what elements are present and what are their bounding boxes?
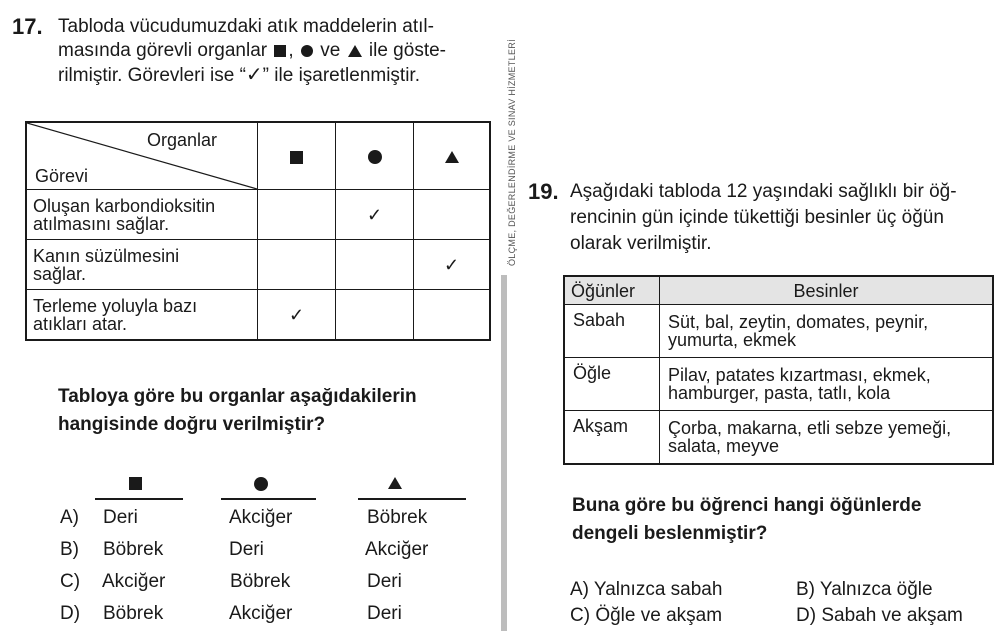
header-duty: Görevi [35,166,89,186]
question-17-line-1: Tabloda vücudumuzdaki atık maddelerin atıl- [58,16,434,37]
cell-circle [336,240,414,290]
header-triangle [414,122,491,190]
triangle-icon [388,477,402,489]
header-meals: Öğünler [564,276,660,305]
column-underline [221,498,316,500]
foods-cell: Pilav, patates kızartması, ekmek, hamburger, pasta, tatlı, kola [660,358,994,411]
table-row [564,305,993,358]
table-row [26,240,490,290]
option-b[interactable]: B) Yalnızca öğle [796,579,933,600]
row-label: Oluşan karbondioksitin atılmasını sağlar. [26,190,258,240]
header-circle [336,122,414,190]
checkmark-icon: ✓ [245,64,263,86]
question-17-line-2: masında görevli organlar , ve ile göste- [58,40,446,61]
circle-icon [254,477,268,491]
foods-cell: Süt, bal, zeytin, domates, peynir, yumurta, ekmek [660,305,994,358]
table-row [26,190,490,240]
column-underline [358,498,466,500]
table-row [564,358,993,411]
question-19-prompt: Buna göre bu öğrenci hangi öğünlerde dengeli beslenmiştir? [572,495,922,544]
checkmark-icon: ✓ [258,290,336,341]
question-17-line-3: rilmiştir. Görevleri ise “✓” ile işaretlenmiştir. [58,64,420,86]
square-icon [129,477,142,490]
table-header-diagonal-cell [26,122,258,190]
square-icon [274,45,286,57]
option-a[interactable]: A) Yalnızca sabah [570,579,723,600]
meal-cell: Akşam [564,411,660,465]
cell-triangle [414,290,491,341]
circle-icon [301,45,313,57]
table-row [564,411,993,465]
square-icon [290,151,303,164]
cell-square [258,190,336,240]
header-organs: Organlar [146,130,217,150]
question-19-number: 19. [528,179,559,204]
checkmark-icon: ✓ [414,240,491,290]
triangle-icon [348,45,362,57]
cell-circle [336,290,414,341]
question-17-prompt: Tabloya göre bu organlar aşağıdakilerin hangisinde doğru verilmiştir? [58,386,417,435]
row-label: Kanın süzülmesini sağlar. [26,240,258,290]
meal-cell: Sabah [564,305,660,358]
circle-icon [368,150,382,164]
option-c[interactable]: C) Öğle ve akşam [570,605,723,626]
header-square [258,122,336,190]
triangle-icon [445,151,459,163]
publisher-side-label: ÖLÇME, DEĞERLENDİRME VE SINAV HİZMETLERİ [507,39,517,266]
organ-duty-table [25,121,491,341]
meal-cell: Öğle [564,358,660,411]
cell-triangle [414,190,491,240]
question-19-text: Aşağıdaki tabloda 12 yaşındaki sağlıklı bir öğ- rencinin gün içinde tükettiği besinler üç öğün olarak verilmiştir. [570,181,957,254]
cell-square [258,240,336,290]
question-17-number: 17. [12,14,43,39]
column-underline [95,498,183,500]
header-foods: Besinler [660,276,994,305]
checkmark-icon: ✓ [336,190,414,240]
table-row [26,290,490,341]
column-divider [501,275,507,631]
row-label: Terleme yoluyla bazı atıkları atar. [26,290,258,341]
foods-cell: Çorba, makarna, etli sebze yemeği, salata, meyve [660,411,994,465]
meals-table [563,275,994,465]
question-17-text [58,15,488,88]
option-d[interactable]: D) Sabah ve akşam [796,605,963,626]
